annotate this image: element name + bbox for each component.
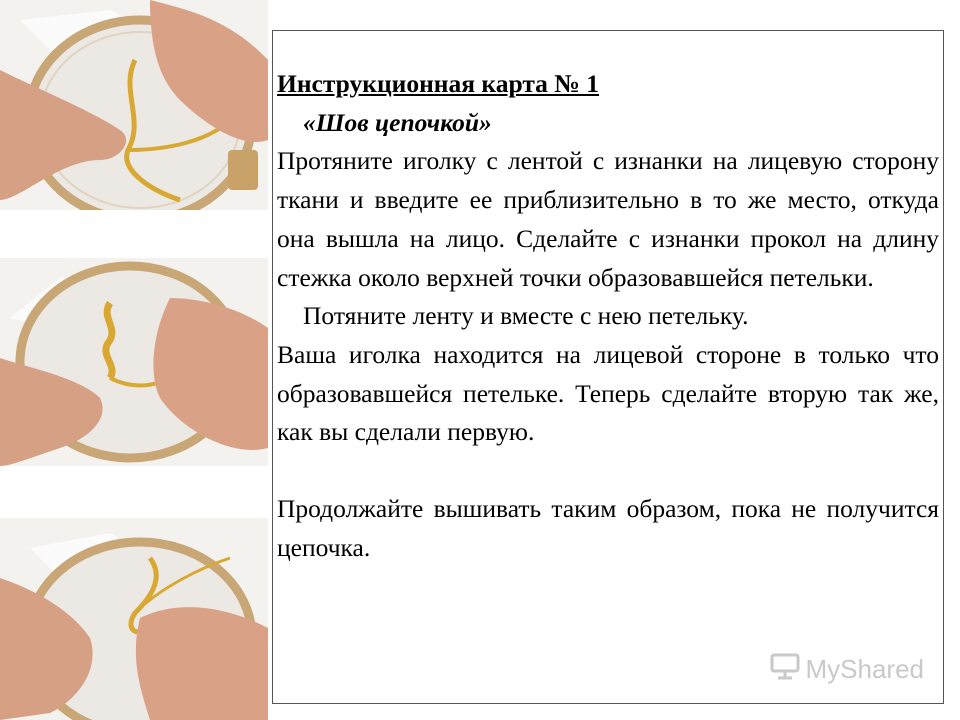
card-subtitle: «Шов цепочкой» <box>303 107 492 137</box>
embroidery-photo-step-1 <box>0 0 268 210</box>
paragraph-gap <box>277 452 939 490</box>
embroidery-photo-step-3 <box>0 518 268 720</box>
watermark-logo <box>770 652 925 687</box>
instruction-paragraph-3: Ваша иголка находится на лицевой стороне в только что образовавшейся петельке. Теперь сделайте вторую так же, как вы сделали первую. <box>277 339 939 447</box>
photo-strip <box>0 0 272 720</box>
instruction-paragraph-2: Потяните ленту и вместе с нею петельку. <box>303 301 749 331</box>
instruction-paragraph-1: Протяните иголку с лентой с изнанки на лицевую сторону ткани и введите ее приблизительно в то же место, откуда она вышла на лицо. Сделайте с изнанки прокол на длину стежка около верхней точки образовавшейся петельки. <box>277 146 939 292</box>
embroidery-photo-step-2 <box>0 258 268 466</box>
card-title: Инструкционная карта № 1 <box>277 69 600 98</box>
watermark-text: MyShared <box>805 654 924 684</box>
instruction-card <box>272 30 944 704</box>
presentation-icon <box>770 652 800 687</box>
instruction-paragraph-4: Продолжайте вышивать таким образом, пока не получится цепочка. <box>277 494 939 562</box>
